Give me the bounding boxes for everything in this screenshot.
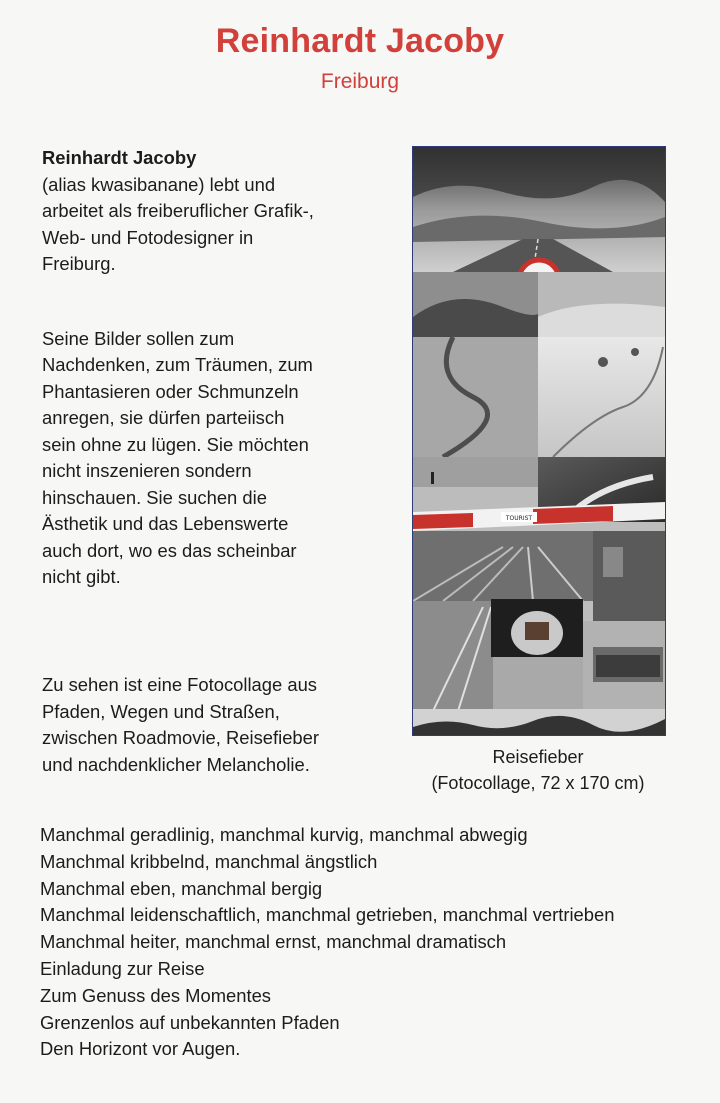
poem-line: Manchmal leidenschaftlich, manchmal getrieben, manchmal vertrieben: [40, 904, 615, 926]
bio-para2-line: auch dort, wo es das scheinbar: [42, 539, 297, 561]
bio-intro-line: arbeitet als freiberuflicher Grafik-,: [42, 200, 314, 221]
bio-para2-line: nicht gibt.: [42, 566, 121, 587]
page-title: Reinhardt Jacoby: [215, 22, 505, 60]
poem-line: Manchmal heiter, manchmal ernst, manchmal dramatisch: [40, 931, 507, 953]
poem: [40, 822, 700, 1063]
artwork-details: (Fotocollage, 72 x 170 cm): [431, 773, 645, 793]
poem-line: Zum Genuss des Momentes: [40, 984, 271, 1006]
bio-para3-line: und nachdenklicher Melancholie.: [42, 753, 310, 775]
bio-para2-line: Seine Bilder sollen zum: [42, 327, 235, 349]
artwork-title: Reisefieber: [492, 747, 584, 767]
bio-para2-line: hinschauen. Sie suchen die: [42, 486, 267, 508]
artist-name: Reinhardt Jacoby: [42, 147, 197, 168]
poem-line: Grenzenlos auf unbekannten Pfaden: [40, 1011, 340, 1033]
artwork-caption: [412, 744, 664, 796]
bio-para2-line: anregen, sie dürfen parteiisch: [42, 407, 285, 428]
bio-para2-line: Nachdenken, zum Träumen, zum: [42, 354, 313, 375]
poem-line: Manchmal geradlinig, manchmal kurvig, manchmal abwegig: [40, 824, 528, 845]
bio-para3-line: zwischen Roadmovie, Reisefieber: [42, 727, 320, 748]
collage-artwork: [413, 147, 665, 735]
bio-intro: [42, 172, 372, 278]
poem-line: Einladung zur Reise: [40, 957, 205, 979]
bio-para2-line: nicht inszenieren sondern: [42, 460, 252, 481]
poem-line: Manchmal kribbelnd, manchmal ängstlich: [40, 850, 378, 872]
bio-intro-line: Web- und Fotodesigner in: [42, 226, 254, 248]
bio-column: [42, 145, 372, 591]
bio-para3-line: Pfaden, Wegen und Straßen,: [42, 700, 280, 722]
bio-para2-line: Phantasieren oder Schmunzeln: [42, 380, 299, 402]
poem-line: Den Horizont vor Augen.: [40, 1038, 241, 1060]
bio-paragraph-3: [42, 672, 382, 778]
photo-collage: [412, 146, 666, 736]
bio-intro-line: Freiburg.: [42, 253, 116, 274]
page-subtitle: Freiburg: [320, 70, 400, 93]
bio-para3-line: Zu sehen ist eine Fotocollage aus: [42, 674, 318, 695]
bio-paragraph-2: [42, 326, 372, 591]
bio-para2-line: Ästhetik und das Lebenswerte: [42, 513, 289, 534]
bio-intro-line: (alias kwasibanane) lebt und: [42, 173, 276, 195]
tourist-sign: TOURIST: [505, 515, 533, 522]
poem-line: Manchmal eben, manchmal bergig: [40, 877, 323, 899]
bio-para2-line: sein ohne zu lügen. Sie möchten: [42, 433, 309, 455]
